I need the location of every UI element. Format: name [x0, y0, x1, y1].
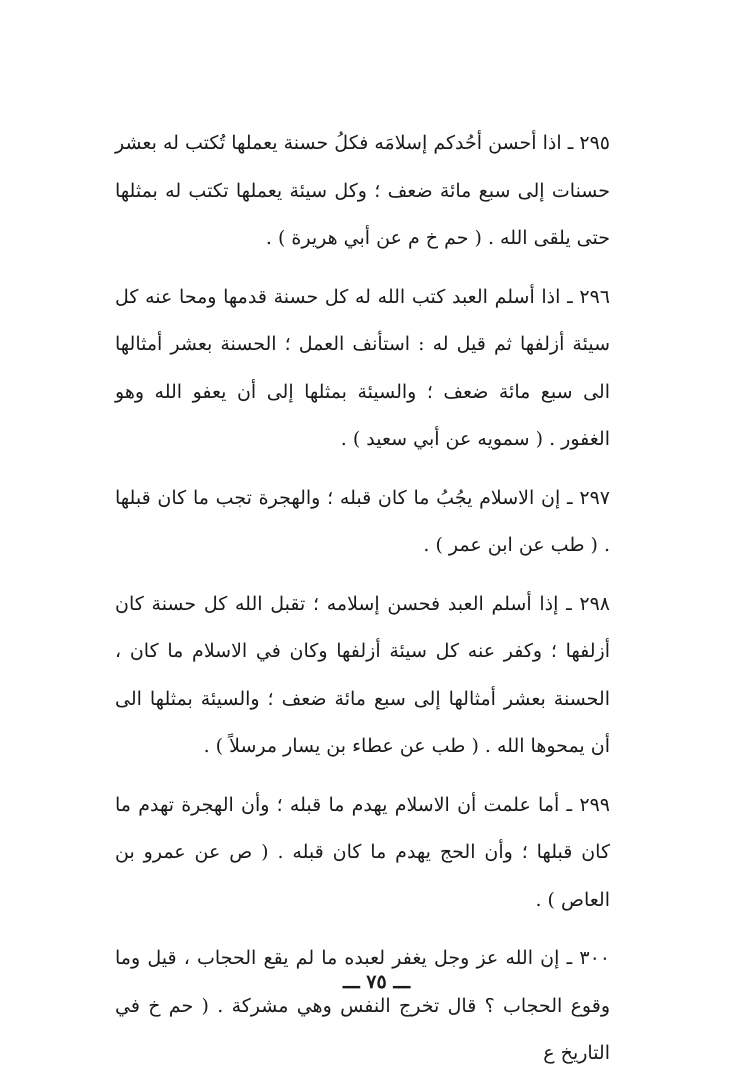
hadith-296	[115, 274, 610, 464]
hadith-text: اذا أحسن أحُدكم إسلامَه فكلُ حسنة يعملها تُكتب له بعشر حسنات إلى سبع مائة ضعف ؛ وكل سيئة يعملها تكتب له بمثلها حتى يلقى الله . ( حم خ م عن أبي هريرة ) .	[115, 132, 610, 249]
hadith-number: ٢٩٧	[579, 486, 611, 509]
hadith-300	[115, 935, 610, 1078]
hadith-text: اذا أسلم العبد كتب الله له كل حسنة قدمها ومحا عنه كل سيئة أزلفها ثم قيل له : استأنف العمل ؛ الحسنة بعشر أمثالها الى سبع مائة ضعف ؛ والسيئة بمثلها إلى أن يعفو الله وهو الغفور . ( سمويه عن أبي سعيد ) .	[115, 285, 610, 450]
hadith-dash: ـ	[567, 285, 573, 308]
hadith-dash: ـ	[567, 132, 574, 154]
hadith-dash: ـ	[566, 592, 572, 615]
hadith-dash: ـ	[566, 793, 573, 816]
page-number: ـــ ٧٥ ـــ	[342, 971, 411, 993]
hadith-text: إذا أسلم العبد فحسن إسلامه ؛ تقبل الله كل حسنة كان أزلفها ؛ وكفر عنه كل سيئة أزلفها وكان في الاسلام ما كان ، الحسنة بعشر أمثالها إلى سبع مائة ضعف ؛ والسيئة بمثلها الى أن يمحوها الله . ( طب عن عطاء بن يسار مرسلاً ) .	[115, 592, 610, 757]
hadith-295	[115, 120, 610, 263]
hadith-text: إن الله عز وجل يغفر لعبده ما لم يقع الحجاب ، قيل وما وقوع الحجاب ؟ قال تخرج النفس وهي مشركة . ( حم خ في التاريخ ع	[115, 947, 610, 1064]
hadith-number: ٢٩٦	[579, 285, 610, 308]
page-body	[115, 120, 610, 1089]
hadith-number: ٢٩٩	[579, 793, 610, 816]
hadith-299	[115, 782, 610, 925]
hadith-number: ٣٠٠	[579, 947, 610, 969]
hadith-number: ٢٩٨	[579, 592, 610, 615]
hadith-297	[115, 475, 610, 570]
hadith-dash: ـ	[567, 486, 573, 509]
hadith-298	[115, 581, 610, 771]
hadith-dash: ـ	[566, 947, 573, 969]
hadith-text: أما علمت أن الاسلام يهدم ما قبله ؛ وأن الهجرة تهدم ما كان قبلها ؛ وأن الحج يهدم ما كان قبله . ( ص عن عمرو بن العاص ) .	[115, 793, 610, 911]
hadith-number: ٢٩٥	[579, 132, 610, 154]
hadith-text: إن الاسلام يجُبُ ما كان قبله ؛ والهجرة تجب ما كان قبلها . ( طب عن ابن عمر ) .	[115, 486, 610, 556]
